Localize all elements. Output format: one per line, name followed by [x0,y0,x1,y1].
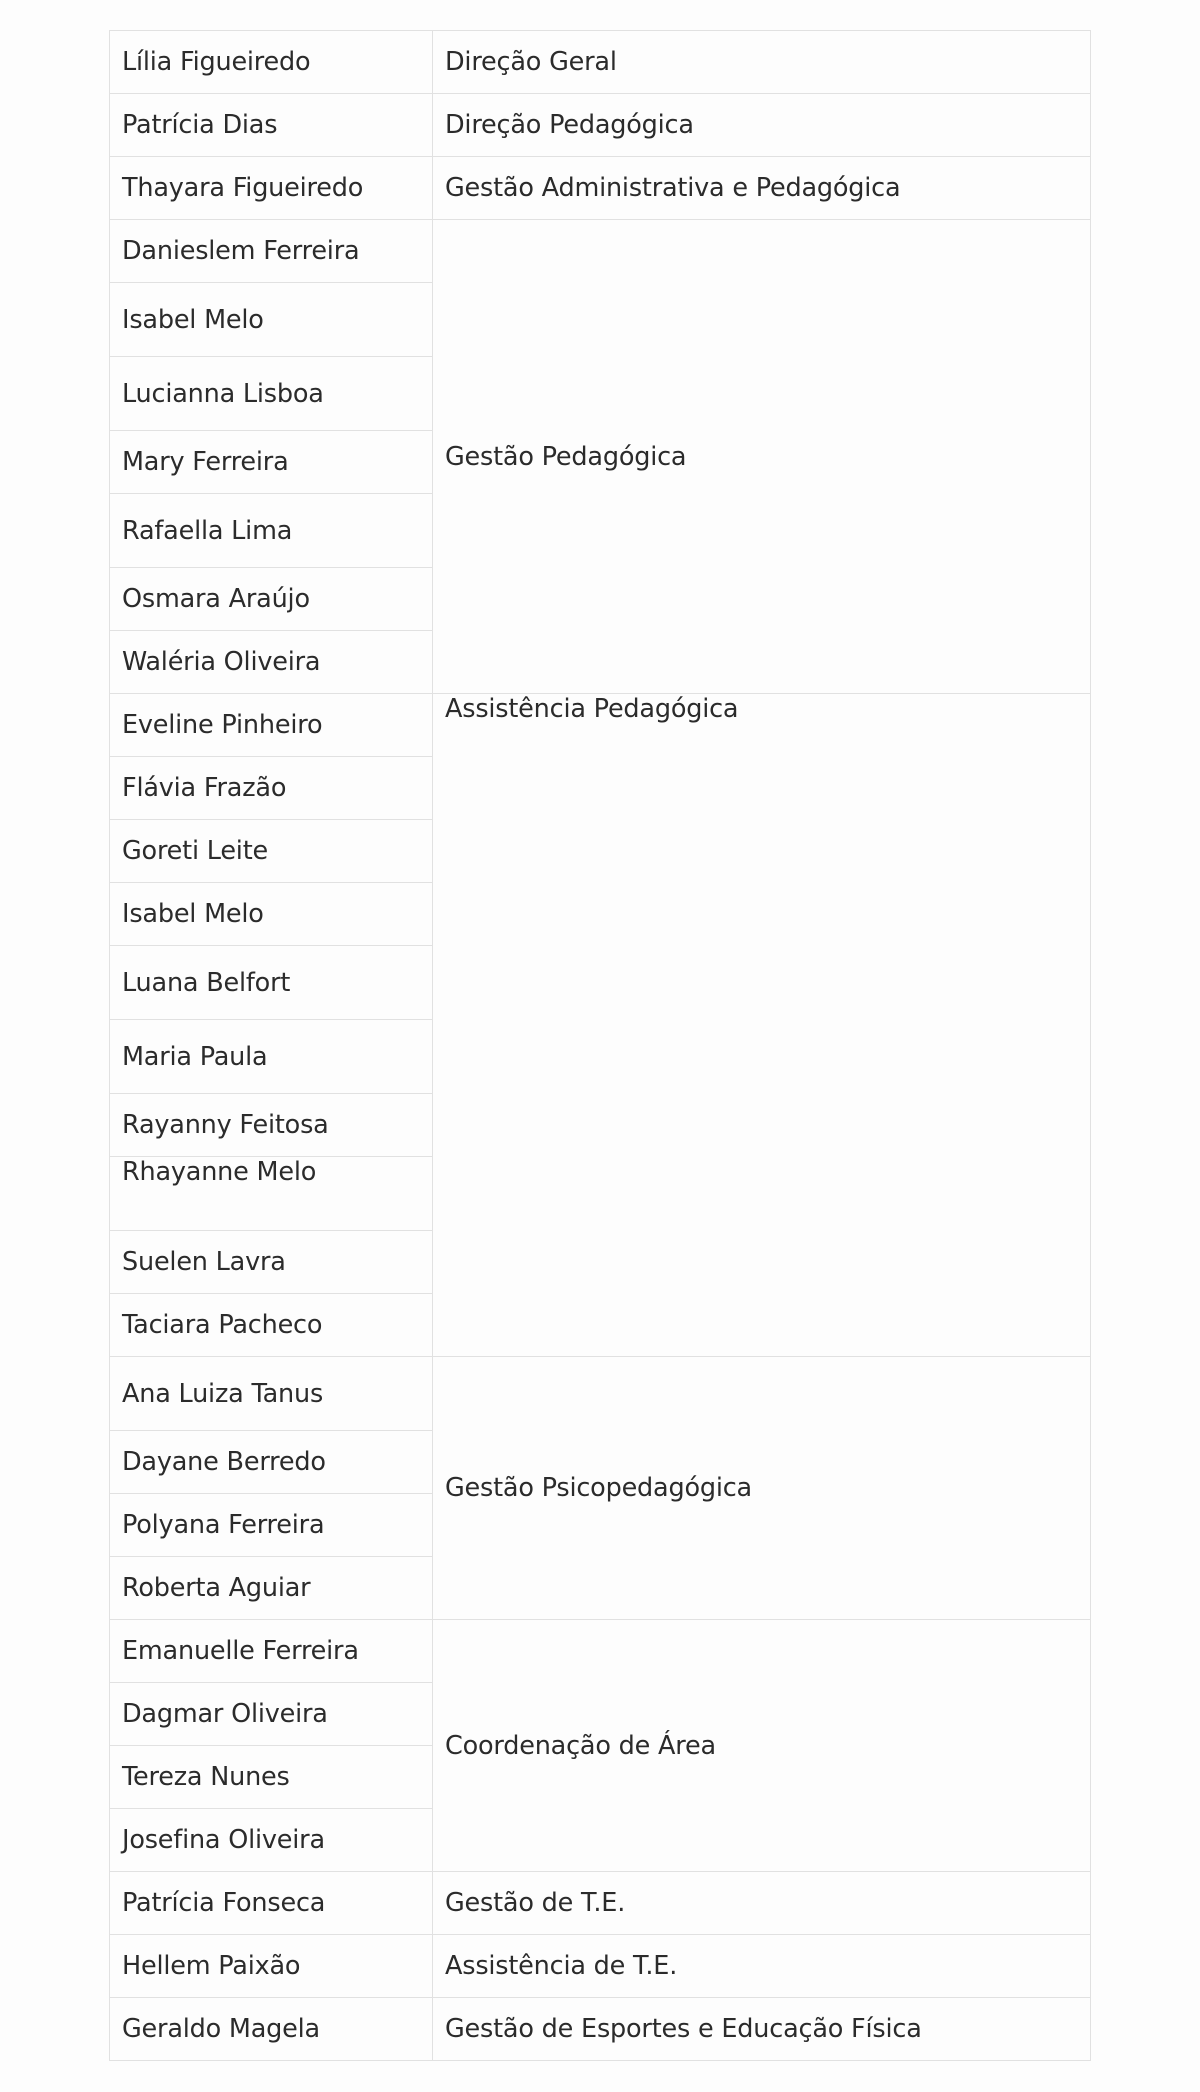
staff-name-cell: Suelen Lavra [110,1231,433,1294]
staff-role-cell: Assistência Pedagógica [433,694,1091,1357]
staff-role-cell: Assistência de T.E. [433,1935,1091,1998]
staff-name-cell: Osmara Araújo [110,568,433,631]
staff-name-cell: Josefina Oliveira [110,1809,433,1872]
staff-roles-table [109,30,1091,2061]
staff-name-cell: Luana Belfort [110,946,433,1020]
staff-name-cell: Maria Paula [110,1020,433,1094]
table-row [110,694,1091,757]
staff-name-cell: Isabel Melo [110,883,433,946]
staff-name-cell: Patrícia Dias [110,94,433,157]
staff-role-cell: Gestão de T.E. [433,1872,1091,1935]
staff-name-cell: Dayane Berredo [110,1431,433,1494]
staff-role-cell: Direção Pedagógica [433,94,1091,157]
staff-name-cell: Roberta Aguiar [110,1557,433,1620]
staff-name-cell: Taciara Pacheco [110,1294,433,1357]
table-row [110,220,1091,283]
table-row [110,157,1091,220]
staff-name-cell: Ana Luiza Tanus [110,1357,433,1431]
staff-name-cell: Patrícia Fonseca [110,1872,433,1935]
staff-name-cell: Mary Ferreira [110,431,433,494]
staff-name-cell: Waléria Oliveira [110,631,433,694]
staff-name-cell: Polyana Ferreira [110,1494,433,1557]
staff-role-cell: Gestão Administrativa e Pedagógica [433,157,1091,220]
staff-name-cell: Dagmar Oliveira [110,1683,433,1746]
staff-role-cell: Coordenação de Área [433,1620,1091,1872]
table-row [110,1357,1091,1431]
table-row [110,1872,1091,1935]
staff-role-cell: Gestão de Esportes e Educação Física [433,1998,1091,2061]
staff-role-cell: Gestão Pedagógica [433,220,1091,694]
staff-role-cell: Gestão Psicopedagógica [433,1357,1091,1620]
staff-name-cell: Rhayanne Melo [110,1157,433,1231]
staff-name-cell: Danieslem Ferreira [110,220,433,283]
staff-name-cell: Rayanny Feitosa [110,1094,433,1157]
table-row [110,1998,1091,2061]
staff-name-cell: Isabel Melo [110,283,433,357]
staff-name-cell: Emanuelle Ferreira [110,1620,433,1683]
staff-name-cell: Eveline Pinheiro [110,694,433,757]
staff-name-cell: Flávia Frazão [110,757,433,820]
staff-name-cell: Hellem Paixão [110,1935,433,1998]
staff-name-cell: Goreti Leite [110,820,433,883]
table-row [110,1935,1091,1998]
staff-name-cell: Tereza Nunes [110,1746,433,1809]
staff-name-cell: Lucianna Lisboa [110,357,433,431]
staff-name-cell: Lília Figueiredo [110,31,433,94]
table-row [110,1620,1091,1683]
staff-role-cell: Direção Geral [433,31,1091,94]
table-row [110,31,1091,94]
staff-name-cell: Geraldo Magela [110,1998,433,2061]
staff-name-cell: Thayara Figueiredo [110,157,433,220]
table-row [110,94,1091,157]
staff-name-cell: Rafaella Lima [110,494,433,568]
